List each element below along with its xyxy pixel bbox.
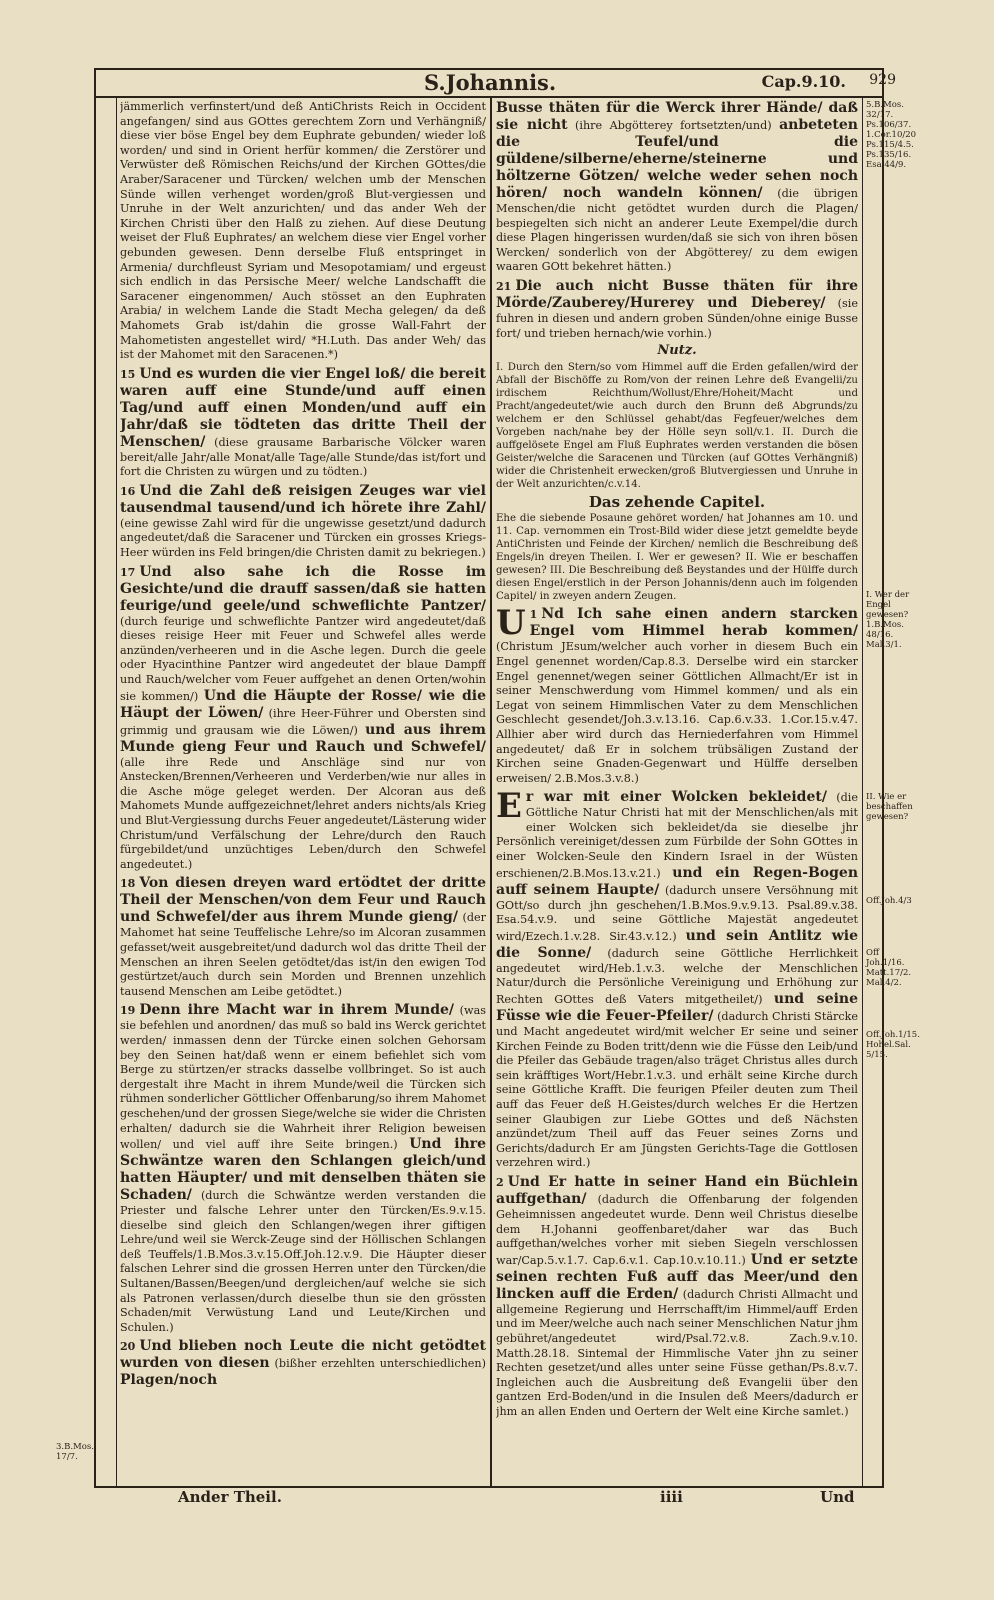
right-column <box>496 100 858 1486</box>
commentary: (sie fuhren in diesen und andern groben Sünden/ohne einige Busse fort/ und trieben hernach/wie vorhin.) <box>496 296 858 340</box>
verse-1b <box>496 786 858 1171</box>
left-margin-rule <box>116 96 117 1488</box>
page-header <box>94 66 896 96</box>
verse-number: 17 <box>120 565 136 579</box>
commentary: (eine gewisse Zahl wird für die ungewisse gesetzt/und dadurch angedeutet/daß die Saracener und Türcken ein grosses Kriegs-Heer würden ins Feld bringen/die Christen damit zu bekriegen.) <box>120 516 486 560</box>
paragraph-continuation: jämmerlich verfinstert/und deß AntiChrists Reich in Occident angefangen/ sind aus GOttes gerechtem Zorn und Verhängniß/ diese vier böse Engel bey dem Euphrate gebunden/ wieder loß worden/ und sind in Orient herfür kommen/ die Zerstörer und Verwüster deß Römischen Reichs/und der Kirchen GOttes/die Araber/Saracener und Türcken/ welchen umb der Menschen Sünde willen verhenget worden/groß Blut-vergiessen und Unruhe in der Welt anzurichten/ und das ander Weh der Kirchen Christi über den Halß zu ziehen. Auf diese Deutung weiset der Fluß Euphrates/ an welchem diese vier Engel vorher gebunden gewesen. Denn derselbe Fluß entspringet in Armenia/ durchfleust Syriam und Mesopotamiam/ und ergeust sich endlich in das Persische Meer/ welche Landschafft die Saracener eingenommen/ Auch stösset an den Euphraten Arabia/ in welchem Lande die Stadt Mecha gelegen/ da deß Mahomets Grab ist/dahin die grosse Wall-Fahrt der Mahometisten angestellet wird/ *H.Luth. Das ander Weh/ das ist der Mahomet mit den Saracenen.*) <box>120 100 486 362</box>
commentary: (was sie befehlen und anordnen/ das muß so bald ins Werck gerichtet werden/ inmassen denn der Türcke einen solchen Gehorsam bey den Seinen hat/daß wenn er einem befiehlet sich vom Berge zu stürtzen/er stracks dasselbe vollbringet. So ist auch dergestalt ihre Macht in ihrem Munde/weil die Türcken sich rühmen sonderlicher Göttlicher Offenbarung/so ihrem Mahomet geschehen/und der grossen Siege/welche sie wider die Christen erhalten/ dadurch sie die Wahrheit ihrer Religion beweisen wollen/ und viel auff ihre Seite bringen.) <box>120 1004 486 1152</box>
verse-text: Die auch nicht Busse thäten für ihre Mörde/Zauberey/Hurerey und Dieberey/ <box>496 277 858 311</box>
verse-18 <box>120 875 486 999</box>
commentary: (Christum JEsum/welcher auch vorher in diesem Buch ein Engel genennet worden/Cap.8.3. Derselbe wird ein starcker Engel genennet/wegen seiner Göttlichen Allmacht/Er ist in seiner Menschwerdung vom Himmel kommen/ und als ein Legat von seinem Himmlischen Vater zu dem Menschlichen Geschlecht gesendet/Joh.3.v.13.16. Cap.6.v.33. 1.Cor.15.v.47. Allhier aber wird durch das Herniederfahren vom Himmel angedeutet/ daß Er in solchem trübsäligen Zustand der Kirchen seine Gnaden-Gegenwart und Hülffe derselben erweisen/ 2.B.Mos.3.v.8.) <box>496 640 858 785</box>
verse-number: 15 <box>120 367 136 381</box>
verse-text: Nd Ich sahe einen andern starcken Engel vom Himmel herab kommen/ <box>529 606 858 640</box>
verse-16 <box>120 483 486 561</box>
verse-20-continued <box>496 100 858 275</box>
chapter-summary: Ehe die siebende Posaune gehöret worden/ hat Johannes am 10. und 11. Cap. vernommen ein Trost-Bild wider diese jetzt gemeldte beyde AntiChristen und Feinde der Kirchen/ nemlich die Beschreibung deß Engels/in dreyen Theilen. I. Wer er gewesen? II. Wie er beschaffen gewesen? III. Die Beschreibung deß Beystandes und der Hülffe durch diesen Engel/erstlich in der Person Johannis/denn auch im folgenden Capitel/ in zweyen andern Zeugen. <box>496 513 858 603</box>
commentary: (dadurch unsere Versöhnung mit GOtt/so durch jhn geschehen/1.B.Mos.9.v.9.13. Psal.89.v.38. Esa.54.v.9. und seine Göttliche Majestät angedeutet wird/Ezech.1.v.28. Sir.43.v.12.) <box>496 883 858 943</box>
margin-note-reference: 3.B.Mos. 17/7. <box>56 1442 94 1462</box>
verse-text: und ein Regen-Bogen auff seinem Haupte/ <box>496 864 858 898</box>
running-title: S.Johannis. <box>424 70 557 95</box>
commentary: (durch feurige und schweflichte Pantzer wird angedeutet/daß dieses reisige Heer mit Feuer und Schwefel alles werde anzünden/verheeren und in die Asche legen. Durch die geele oder Hyacinthine Pantzer wird angedeutet der blaue Dampff und Rauch/welcher vom Feuer auffgehet an denen Orten/wohin sie kommen/) <box>120 614 486 703</box>
margin-note-reference: Off.Joh.4/3 <box>866 896 912 906</box>
left-column <box>120 100 486 1486</box>
verse-20 <box>120 1338 486 1389</box>
verse-text: Von diesen dreyen ward ertödtet der dritte Theil der Menschen/von dem Feur und Rauch und Schwefel/der aus ihrem Munde gieng/ <box>120 875 486 926</box>
verse-number: 18 <box>120 877 136 891</box>
commentary: (dadurch die Offenbarung der folgenden Geheimnissen angedeutet wurde. Denn weil Christus dieselbe dem H.Johanni geoffenbaret/daher war das Buch auffgethan/welches vorher mit sieben Siegeln verschlossen war/Cap.5.v.1.7. Cap.6.v.1. Cap.10.v.10.11.) <box>496 1192 858 1267</box>
verse-text: Und also sahe ich die Rosse im Gesichte/und die drauff sassen/daß sie hatten feurige/und geele/und schweflichte Pantzer/ <box>120 563 486 614</box>
verse-text: Und ihre Schwäntze waren den Schlangen gleich/und hatten Häupter/ und mit denselben thäten sie Schaden/ <box>120 1136 486 1204</box>
verse-text: und sein Antlitz wie die Sonne/ <box>496 927 858 961</box>
verse-text: anbeteten die Teufel/und die güldene/silberne/eherne/steinerne und höltzerne Götzen/ welche weder sehen noch hören/ noch wandeln können/ <box>496 117 858 201</box>
commentary: (die übrigen Menschen/die nicht getödtet wurden durch die Plagen/ bespiegelten sich nicht an anderer Leute Exempel/die durch diese Plagen hingerissen wurden/daß sie sich von ihren bösen Wercken/ sonderlich von der Abgötterey/ zu dem ewigen waaren GOtt bekehret hätten.) <box>496 187 858 274</box>
nutz-text: I. Durch den Stern/so vom Himmel auff die Erden gefallen/wird der Abfall der Bischöffe zu Rom/von der reinen Lehre deß Evangelii/zu irdischem Reichthum/Wollust/Ehre/Hoheit/Macht und Pracht/angedeutet/wie auch durch den Brunn deß Abgrunds/zu welchem er den Schlüssel gehabt/das Fegfeuer/welches dem Vorgeben nach/nahe bey der Hölle seyn soll/v.1. II. Durch die auffgelösete Engel am Fluß Euphrates werden verstanden die bösen Geister/welche die Saracenen und Türcken (auf GOttes Verhängniß) wider die Christenheit erwecken/groß Blutvergiessen und Unruhe in der Welt anzurichten/c.v.14. <box>496 361 858 490</box>
margin-note-reference: Off Joh.1/16. Matt.17/2. Mal.4/2. <box>866 948 912 988</box>
verse-number: 19 <box>120 1004 136 1018</box>
verse-number: 1 <box>529 608 538 622</box>
margin-note-question-2: II. Wie er beschaffen gewesen? <box>866 792 913 822</box>
verse-text: r war mit einer Wolcken bekleidet/ <box>525 789 827 806</box>
commentary: (der Mahomet hat seine Teuffelische Lehre/so im Alcoran zusammen gefasset/weit ausgebreitet/und dadurch wol das dritte Theil der Menschen an ihren Seelen getödtet/das ist/in den ewigen Tod gestürtzet/auch durch sein Morden und Brennen unzehlich tausend Menschen am Leibe getödtet.) <box>120 911 486 998</box>
margin-note-scripture-refs: 5.B.Mos. 32/17. Ps.106/37. 1.Cor.10/20 Ps.115/4.5. Ps.135/16. Esa.44/9. <box>866 100 917 170</box>
verse-text: Und Er hatte in seiner Hand ein Büchlein auffgethan/ <box>496 1173 858 1207</box>
commentary: (dadurch seine Göttliche Herrlichkeit angedeutet wird/Heb.1.v.3. welche der Menschlichen Natur/durch die Persönliche Vereinigung und Erhöhung zur Rechten GOttes deß Vaters mitgetheilet/) <box>496 946 858 1007</box>
verse-text: Und blieben noch Leute die nicht getödtet wurden von diesen <box>120 1338 486 1372</box>
commentary: (ihre Abgötterey fortsetzten/und) <box>575 119 772 132</box>
page-number: 929 <box>869 72 896 88</box>
section-heading-nutz: Nutz. <box>657 343 697 359</box>
verse-number: 16 <box>120 484 136 498</box>
verse-text: Und die Häupte der Rosse/ wie die Häupt der Löwen/ <box>120 687 486 721</box>
margin-note-question-1: I. Wer der Engel gewesen? 1.B.Mos. 48/16. Mal.3/1. <box>866 590 910 650</box>
commentary: (die Göttliche Natur Christi hat mit der Menschlichen/als mit einer Wolcken sich bekleidet/da sie dieselbe jhr Persönlich vereiniget/dessen zum Fürbilde der Sohn GOttes in einer Wolcken-Seule den Kindern Israel in der Wüsten erschienen/2.B.Mos.13.v.21.) <box>496 791 858 880</box>
verse-text: und seine Füsse wie die Feuer-Pfeiler/ <box>496 991 858 1025</box>
chapter-heading: Das zehende Capitel. <box>588 492 766 511</box>
footer-catchword: Und <box>820 1488 855 1506</box>
verse-text: Und die Zahl deß reisigen Zeuges war viel tausendmal tausend/und ich hörete ihre Zahl/ <box>120 482 486 516</box>
verse-text: Denn ihre Macht war in ihrem Munde/ <box>139 1002 455 1019</box>
verse-text: Busse thäten für die Werck ihrer Hände/ daß sie nicht <box>496 100 858 133</box>
verse-21 <box>496 278 858 341</box>
verse-number: 21 <box>496 279 512 293</box>
verse-17 <box>120 564 486 873</box>
commentary: (ihre Heer-Führer und Obersten sind grimmig und grausam wie die Löwen/) <box>120 706 486 737</box>
footer-signature: iiii <box>660 1488 683 1506</box>
commentary: (durch die Schwäntze werden verstanden die Priester und falsche Lehrer unter den Türcken/Es.9.v.15. dieselbe sind gleich den Schlangen/wegen ihrer giftigen Lehre/und weil sie Werck-Zeuge sind der Höllischen Schlangen deß Teuffels/1.B.Mos.3.v.15.Off.Joh.12.v.9. Die Häupter dieser falschen Lehrer sind die grossen Herren unter den Türcken/die Sultanen/Bassen/Beegen/und dergleichen/auf welche sie sich als Patronen verlassen/durch dieselbe thun sie den grössten Schaden/mit Verwüstung Land und Leute/Kirchen und Schulen.) <box>120 1189 486 1334</box>
drop-capital: E <box>496 786 522 827</box>
verse-number: 20 <box>120 1340 136 1354</box>
drop-capital: U <box>496 603 526 644</box>
verse-number: 2 <box>496 1175 504 1189</box>
right-margin-rule <box>862 96 863 1488</box>
chapter-reference: Cap.9.10. <box>761 72 846 91</box>
verse-text: Plagen/noch <box>120 1372 218 1389</box>
commentary: (diese grausame Barbarische Völcker waren bereit/alle Jahr/alle Monat/alle Tage/alle Stunde/das ist/fort und fort die Christen zu würgen und zu tödten.) <box>120 435 486 479</box>
verse-text: Und er setzte seinen rechten Fuß auff das Meer/und den lincken auff die Erden/ <box>496 1251 858 1302</box>
column-divider <box>490 96 492 1488</box>
verse-1 <box>496 603 858 786</box>
verse-text: und aus ihrem Munde gieng Feur und Rauch und Schwefel/ <box>120 721 486 755</box>
commentary: (dadurch Christi Stärcke und Macht angedeutet wird/mit welcher Er seine und seiner Kirchen Feinde zu Boden tritt/denn wie die Füsse den Leib/und die Pfeiler das Gebäude tragen/also träget Christus alles durch sein kräfftiges Wort/Hebr.1.v.3. und erhält seine Kirche durch seine Göttliche Krafft. Die feurigen Pfeiler deuten zum Theil auff das Feuer deß H.Geistes/durch welches Er die Hertzen seiner Glaubigen zur Liebe GOttes und deß Nächsten anzündet/zum Theil auff das Feuer seines Zorns und Gerichts/dadurch Er am Jüngsten Gerichts-Tage die Gottlosen verzehren wird.) <box>496 1010 858 1170</box>
commentary: (bißher erzehlten unterschiedlichen) <box>274 1357 486 1371</box>
footer-part-title: Ander Theil. <box>178 1488 282 1506</box>
header-rule <box>94 96 884 98</box>
verse-15 <box>120 366 486 480</box>
commentary: (dadurch Christi Allmacht und allgemeine Regierung und Herrschafft/im Himmel/auff Erden und im Meer/welche auch nach seiner Menschlichen Natur jhm gebühret/angedeutet wird/Psal.72.v.8. Zach.9.v.10. Matth.28.18. Sintemal der Himmlische Vater jhn zu seiner Rechten gesetzet/und alles unter seine Füsse gethan/Ps.8.v.7. Ingleichen auch die Ausbreitung deß Evangelii über den gantzen Erd-Boden/und in die Insulen deß Meers/dadurch er jhm an allen Enden und Oertern der Welt eine Kirche samlet.) <box>496 1287 858 1418</box>
verse-text: Und es wurden die vier Engel loß/ die bereit waren auff eine Stunde/und auff einen Tag/und auff einen Monden/und auff ein Jahr/daß sie tödteten das dritte Theil der Menschen/ <box>120 365 486 450</box>
verse-19 <box>120 1002 486 1335</box>
margin-note-reference: Off.Joh.1/15. Hohel.Sal. 5/15. <box>866 1030 920 1060</box>
verse-2 <box>496 1174 858 1420</box>
commentary: (alle ihre Rede und Anschläge sind nur von Anstecken/Brennen/Verheeren und Verderben/wie nur alles in die Asche möge geleget werden. Der Alcoran aus deß Mahomets Munde auffgezeichnet/lehret anders nichts/als Krieg und Blut-Vergiessung durchs Feuer angedeutet/Lästerung wider Christum/und Verfälschung der Lehre/durch den Rauch fürgebildet/und unzüchtiges Leben/durch den Schwefel angedeutet.) <box>120 755 486 871</box>
